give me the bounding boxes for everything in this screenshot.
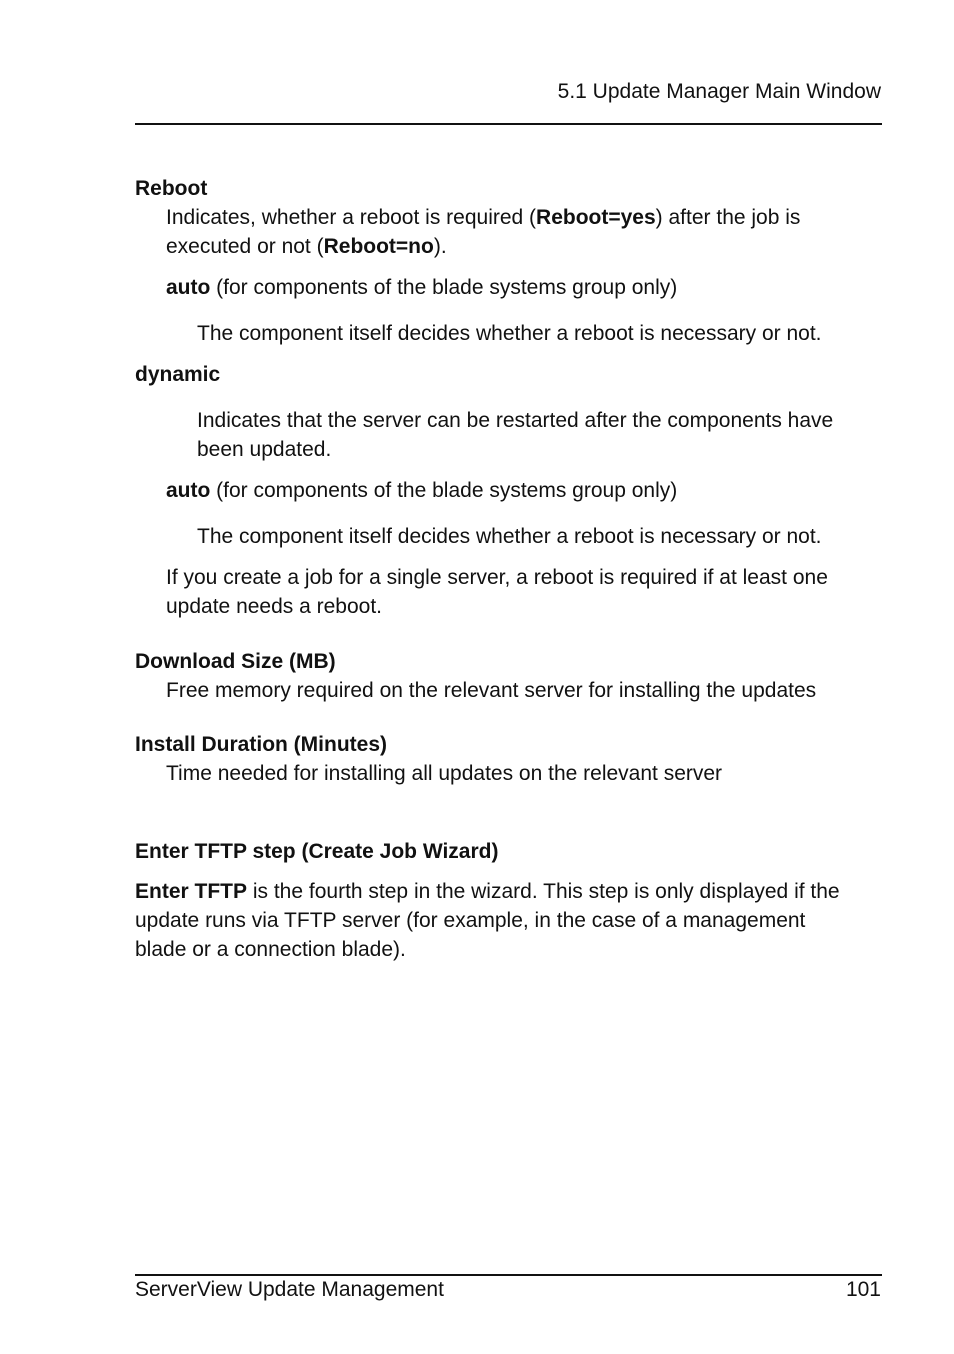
dynamic-note-line1: If you create a job for a single server, a reboot is required if at least one [166,566,828,589]
reboot-description-line2: executed or not (Reboot=no). [166,235,447,258]
term-install-duration: Install Duration (Minutes) [135,733,387,756]
enter-tftp-paragraph-line3: blade or a connection blade). [135,938,406,961]
term-download-size: Download Size (MB) [135,650,336,673]
enter-tftp-paragraph-line1: Enter TFTP is the fourth step in the wizard. This step is only displayed if the [135,880,840,903]
page-number: 101 [845,1278,881,1301]
section-heading-enter-tftp: Enter TFTP step (Create Job Wizard) [135,840,499,863]
dynamic-auto-description: The component itself decides whether a reboot is necessary or not. [197,525,822,548]
dynamic-auto-option: auto (for components of the blade systems group only) [166,479,678,502]
header-rule [135,123,882,125]
enter-tftp-paragraph-line2: update runs via TFTP server (for example, in the case of a management [135,909,806,932]
term-dynamic: dynamic [135,363,221,386]
page-header-title: 5.1 Update Manager Main Window [557,80,881,103]
dynamic-description-line1: Indicates that the server can be restarted after the components have [197,409,834,432]
download-size-description: Free memory required on the relevant server for installing the updates [166,679,817,702]
reboot-description-line1: Indicates, whether a reboot is required (Reboot=yes) after the job is [166,206,801,229]
term-reboot: Reboot [135,177,208,200]
reboot-auto-option: auto (for components of the blade systems group only) [166,276,678,299]
footer-title: ServerView Update Management [135,1278,444,1301]
dynamic-note-line2: update needs a reboot. [166,595,383,618]
reboot-auto-description: The component itself decides whether a reboot is necessary or not. [197,322,822,345]
dynamic-description-line2: been updated. [197,438,332,461]
install-duration-description: Time needed for installing all updates on the relevant server [166,762,723,785]
